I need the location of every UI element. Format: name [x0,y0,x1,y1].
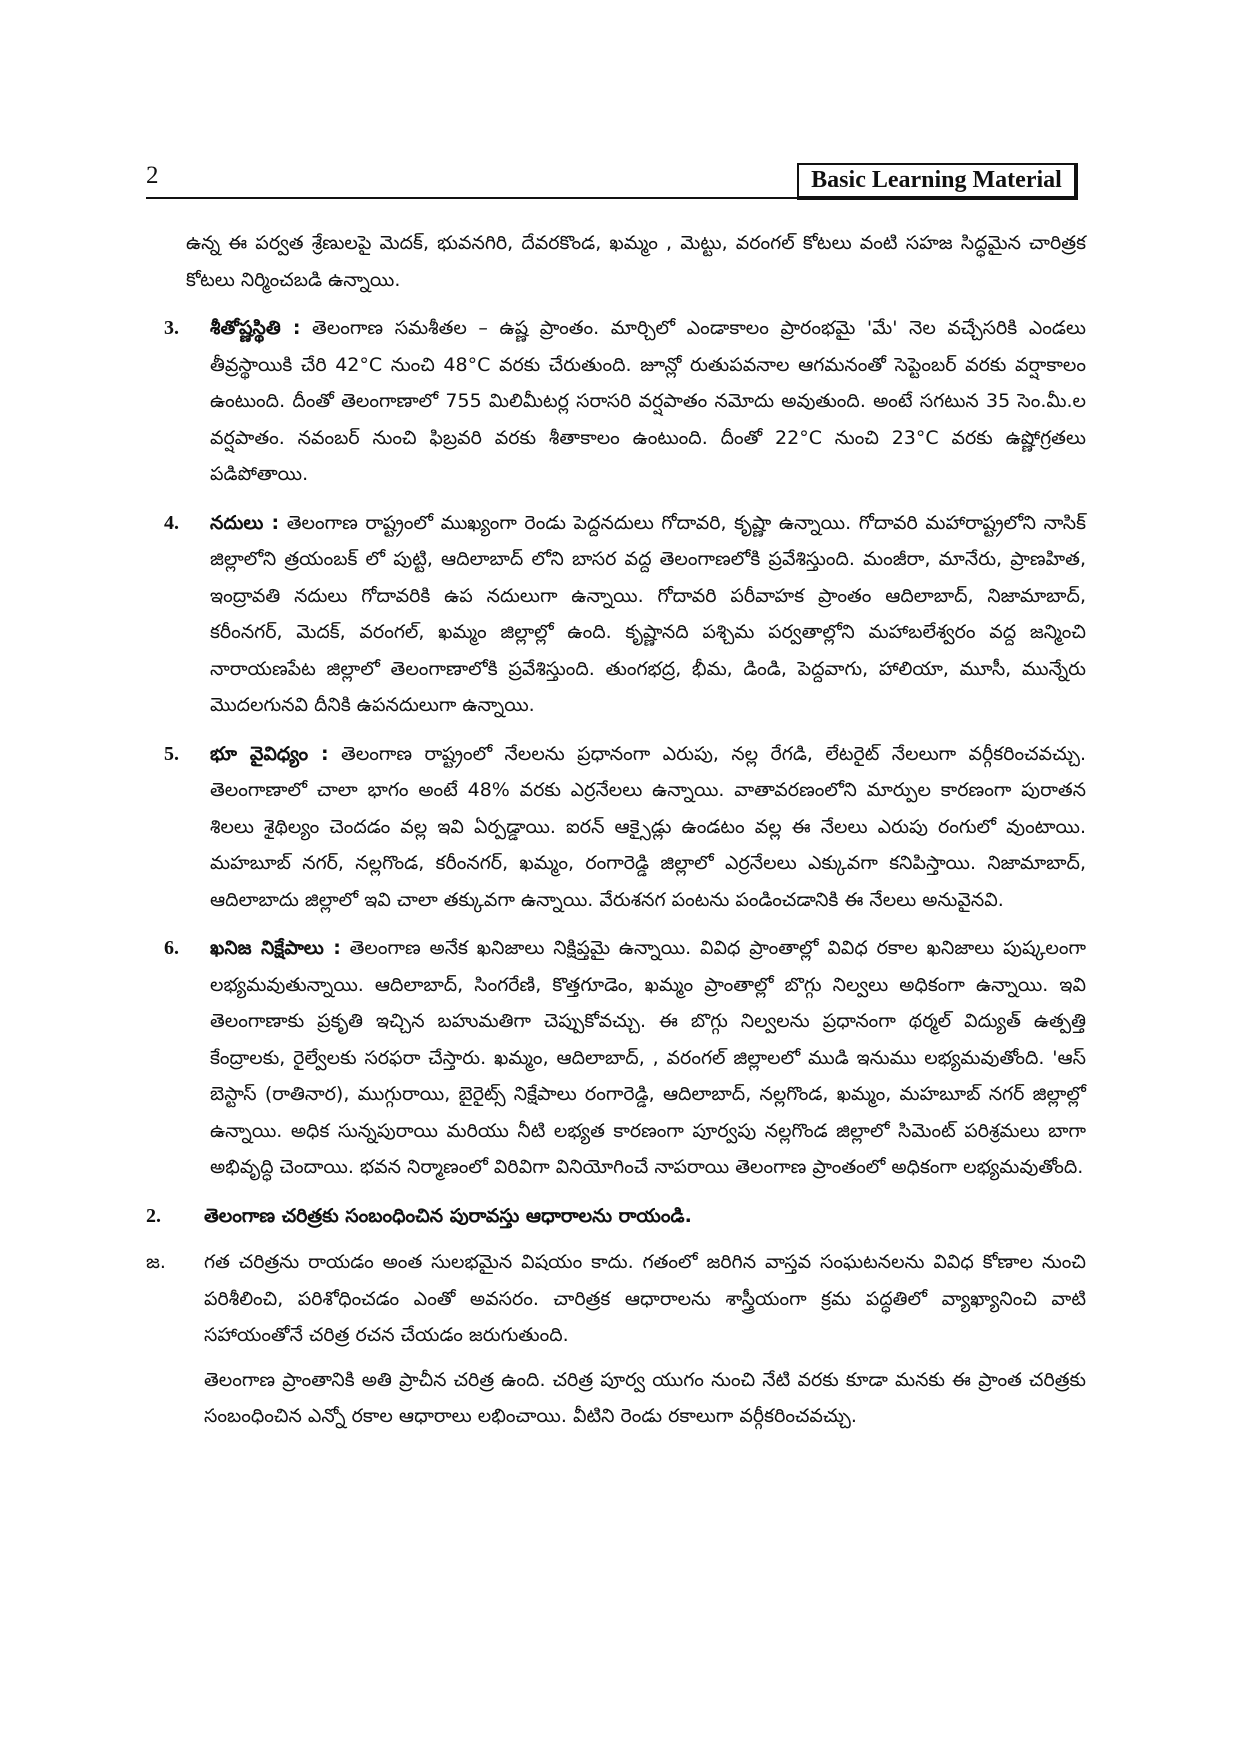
intro-paragraph: ఉన్న ఈ పర్వత శ్రేణులపై మెదక్, భువనగిరి, దేవరకొండ, ఖమ్మం , మెట్టు, వరంగల్ కోటలు వంటి సహజ సిద్ధమైన చారిత్రక కోటలు నిర్మించబడి ఉన్నాయి. [186,232,1086,291]
question-text: తెలంగాణ చరిత్రకు సంబంధించిన పురావస్తు ఆధారాలను రాయండి. [204,1204,692,1227]
item-term: శీతోష్ణస్థితి : [210,317,301,339]
header-rule [146,197,798,199]
item-text: తెలంగాణ అనేక ఖనిజాలు నిక్షిప్తమై ఉన్నాయి. వివిధ ప్రాంతాల్లో వివిధ రకాల ఖనిజాలు పుష్కలంగా లభ్యమవుతున్నాయి. ఆదిలాబాద్, సింగరేణి, కొత్తగూడెం, ఖమ్మం ప్రాంతాల్లో బొగ్గు నిల్వలు అధికంగా ఉన్నాయి. ఇవి తెలంగాణాకు ప్రకృతి ఇచ్చిన బహుమతిగా చెప్పుకోవచ్చు. ఈ బొగ్గు నిల్వలను ప్రధానంగా థర్మల్ విద్యుత్ ఉత్పత్తి కేంద్రాలకు, రైల్వేలకు సరఫరా చేస్తారు. ఖమ్మం, ఆదిలాబాద్, , వరంగల్ జిల్లాలలో ముడి ఇనుము లభ్యమవుతోంది. 'ఆస్ బెస్టాస్ (రాతినార), ముగ్గురాయి, బైరైట్స్ నిక్షేపాలు రంగారెడ్డి, ఆదిలాబాద్, నల్లగొండ, ఖమ్మం, మహబూబ్ నగర్ జిల్లాల్లో ఉన్నాయి. అధిక సున్నపురాయి మరియు నీటి లభ్యత కారణంగా పూర్వపు నల్లగొండ జిల్లాలో సిమెంట్ పరిశ్రమలు బాగా అభివృద్ధి చెందాయి. భవన నిర్మాణంలో విరివిగా వినియోగించే నాపరాయి తెలంగాణ ప్రాంతంలో అధికంగా లభ్యమవుతోంది. [210,937,1086,1178]
item-body [210,505,1086,724]
item-number: 3. [164,317,179,339]
item-term: భూ వైవిధ్యం : [210,742,329,765]
list-item [146,930,1086,1186]
item-term: నదులు : [210,511,280,534]
item-body [210,310,1086,493]
item-text: తెలంగాణ రాష్ట్రంలో నేలలను ప్రధానంగా ఎరుపు, నల్ల రేగడి, లేటరైట్ నేలలుగా వర్గీకరించవచ్చు. తెలంగాణాలో చాలా భాగం అంటే 48% వరకు ఎర్రనేలలు ఉన్నాయి. వాతావరణంలోని మార్పుల కారణంగా పురాతన శిలలు శైథిల్యం చెందడం వల్ల ఇవి ఏర్పడ్డాయి. ఐరన్ ఆక్సైడ్లు ఉండటం వల్ల ఈ నేలలు ఎరుపు రంగులో వుంటాయి. మహబూబ్ నగర్, నల్లగొండ, కరీంనగర్, ఖమ్మం, రంగారెడ్డి జిల్లాలో ఎర్రనేలలు ఎక్కువగా కనిపిస్తాయి. నిజామాబాద్, ఆదిలాబాదు జిల్లాలో ఇవి చాలా తక్కువగా ఉన్నాయి. వేరుశనగ పంటను పండించడానికి ఈ నేలలు అనువైనవి. [210,742,1086,911]
answer-paragraph-2: తెలంగాణ ప్రాంతానికి అతి ప్రాచీన చరిత్ర ఉంది. చరిత్ర పూర్వ యుగం నుంచి నేటి వరకు కూడా మనకు ఈ ప్రాంత చరిత్రకు సంబంధించిన ఎన్నో రకాల ఆధారాలు లభించాయి. వీటిని రెండు రకాలుగా వర్గీకరించవచ్చు. [204,1368,1086,1427]
item-number: 5. [164,742,179,765]
header-title: Basic Learning Material [811,167,1062,193]
page-number: 2 [146,162,159,189]
header-title-box [797,163,1078,200]
page-content [146,225,1086,1435]
list-item [146,736,1086,919]
list-item [146,505,1086,724]
item-text: తెలంగాణ సమశీతల – ఉష్ణ ప్రాంతం. మార్చిలో ఎండాకాలం ప్రారంభమై 'మే' నెల వచ్చేసరికి ఎండలు తీవ్రస్థాయికి చేరి 42°C నుంచి 48°C వరకు చేరుతుంది. జూన్లో రుతుపవనాల ఆగమనంతో సెప్టెంబర్ వరకు వర్షాకాలం ఉంటుంది. దీంతో తెలంగాణాలో 755 మిలిమీటర్ల సరాసరి వర్షపాతం నమోదు అవుతుంది. అంటే సగటున 35 సెం.మీ.ల వర్షపాతం. నవంబర్ నుంచి ఫిబ్రవరి వరకు శీతాకాలం ఉంటుంది. దీంతో 22°C నుంచి 23°C వరకు ఉష్ణోగ్రతలు పడిపోతాయి. [210,317,1087,485]
item-number: 4. [164,511,179,534]
item-body [210,736,1086,919]
answer [146,1244,1086,1354]
answer-label: జ. [146,1251,166,1273]
answer-paragraph-1: గత చరిత్రను రాయడం అంత సులభమైన విషయం కాదు. గతంలో జరిగిన వాస్తవ సంఘటనలను వివిధ కోణాల నుంచి పరిశీలించి, పరిశోధించడం ఎంతో అవసరం. చారిత్రక ఆధారాలను శాస్త్రీయంగా క్రమ పద్ధతిలో వ్యాఖ్యానించి వాటి సహాయంతోనే చరిత్ర రచన చేయడం జరుగుతుంది. [204,1251,1086,1346]
question-number: 2. [146,1204,161,1227]
item-body [210,930,1086,1186]
item-number: 6. [164,937,179,959]
list-item [146,310,1086,493]
item-text: తెలంగాణ రాష్ట్రంలో ముఖ్యంగా రెండు పెద్దనదులు గోదావరి, కృష్ణా ఉన్నాయి. గోదావరి మహారాష్ట్రలోని నాసిక్ జిల్లాలోని త్రయంబక్ లో పుట్టి, ఆదిలాబాద్ లోని బాసర వద్ద తెలంగాణలోకి ప్రవేశిస్తుంది. మంజీరా, మానేరు, ప్రాణహిత, ఇంద్రావతి నదులు గోదావరికి ఉప నదులుగా ఉన్నాయి. గోదావరి పరీవాహక ప్రాంతం ఆదిలాబాద్, నిజామాబాద్, కరీంనగర్, మెదక్, వరంగల్, ఖమ్మం జిల్లాల్లో ఉంది. కృష్ణానది పశ్చిమ పర్వతాల్లోని మహాబలేశ్వరం వద్ద జన్మించి నారాయణపేట జిల్లాలో తెలంగాణాలోకి ప్రవేశిస్తుంది. తుంగభద్ర, భీమ, డిండి, పెద్దవాగు, హాలియా, మూసీ, మున్నేరు మొదలగునవి దీనికి ఉపనదులుగా ఉన్నాయి. [210,511,1086,716]
item-term: ఖనిజ నిక్షేపాలు : [210,937,341,959]
question [146,1198,1086,1235]
